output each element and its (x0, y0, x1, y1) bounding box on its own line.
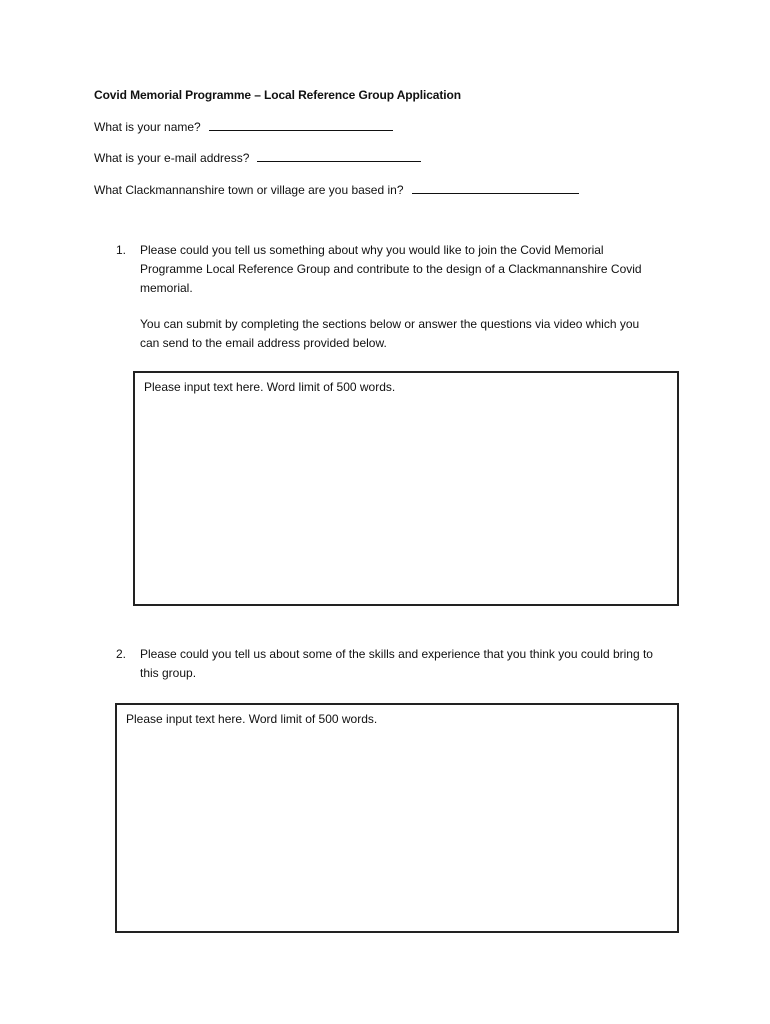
town-field-row (94, 182, 579, 197)
email-input-line[interactable] (257, 150, 421, 162)
answer-box-1-placeholder: Please input text here. Word limit of 500 words. (144, 380, 396, 394)
question-1 (116, 241, 656, 353)
email-label: What is your e-mail address? (94, 151, 250, 165)
question-2 (116, 645, 656, 683)
name-field-row (94, 119, 393, 134)
email-field-row (94, 150, 421, 165)
question-2-number: 2. (116, 647, 127, 661)
question-1-number: 1. (116, 243, 127, 257)
answer-box-1[interactable] (133, 371, 679, 606)
name-label: What is your name? (94, 120, 201, 134)
name-input-line[interactable] (209, 119, 393, 131)
question-1-instructions: You can submit by completing the sections below or answer the questions via video which you can send to the email address provided below. (140, 317, 640, 350)
town-label: What Clackmannanshire town or village are you based in? (94, 183, 404, 197)
document-title: Covid Memorial Programme – Local Reference Group Application (94, 88, 461, 102)
answer-box-2[interactable] (115, 703, 679, 933)
town-input-line[interactable] (412, 182, 579, 194)
answer-box-2-placeholder: Please input text here. Word limit of 500 words. (126, 712, 378, 726)
question-2-text: Please could you tell us about some of the skills and experience that you think you could bring to this group. (140, 647, 653, 680)
question-1-text: Please could you tell us something about why you would like to join the Covid Memorial Programme Local Reference Group and contribute to the design of a Clackmannanshire Covid memorial. (140, 243, 642, 295)
